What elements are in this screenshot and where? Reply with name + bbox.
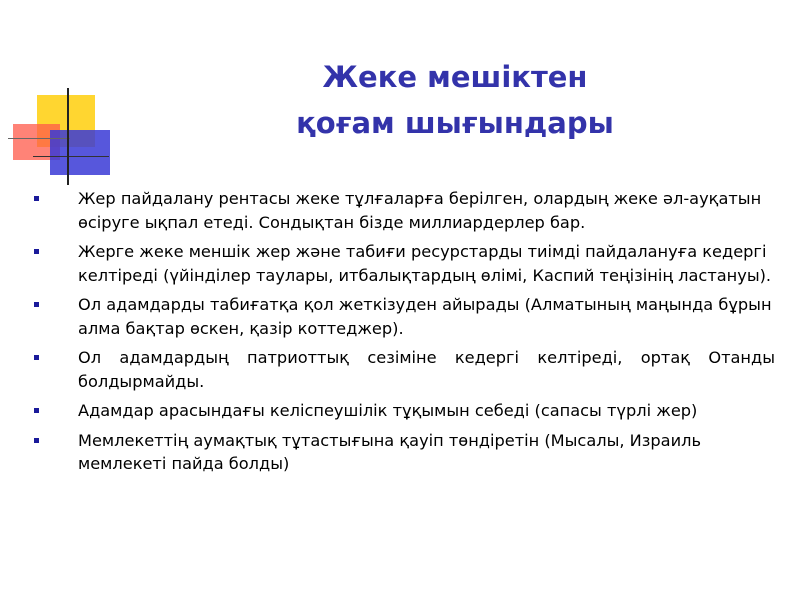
bullet-item [30,346,775,393]
slide-title-line-1: Жеке мешіктен [322,60,588,94]
decorative-blue-square [50,130,110,175]
bullet-marker-icon [34,355,39,360]
bullet-marker-icon [34,249,39,254]
bullet-item [30,293,775,340]
decorative-line [67,88,69,185]
bullet-item [30,187,775,234]
decorative-line [33,156,109,157]
bullet-list [30,187,775,482]
bullet-text: Жер пайдалану рентасы жеке тұлғаларға берілген, олардың жеке әл-ауқатын өсіруге ықпал етеді. Сондықтан бізде миллиардерлер бар. [78,189,762,232]
bullet-item [30,429,775,476]
bullet-text: Ол адамдарды табиғатқа қол жеткізуден айырады (Алматының маңында бұрын алма бақтар өскен, қазір коттеджер). [78,295,772,338]
bullet-text: Жерге жеке меншік жер және табиғи ресурстарды тиімді пайдалануға кедергі келтіреді (үйінділер таулары, итбалықтардың өлімі, Каспий теңізінің ластануы). [78,242,772,285]
bullet-text: Ол адамдардың патриоттық сезіміне кедергі келтіреді, ортақ Отанды болдырмайды. [78,348,775,391]
slide-title [200,54,710,146]
bullet-marker-icon [34,408,39,413]
bullet-item [30,399,775,423]
bullet-text: Адамдар арасындағы келіспеушілік тұқымын себеді (сапасы түрлі жер) [78,401,698,420]
bullet-marker-icon [34,438,39,443]
bullet-text: Мемлекеттің аумақтық тұтастығына қауіп төндіретін (Мысалы, Израиль мемлекеті пайда болды) [78,430,701,473]
bullet-marker-icon [34,302,39,307]
bullet-item [30,240,775,287]
bullet-marker-icon [34,196,39,201]
slide-title-line-2: қоғам шығындары [296,106,614,140]
decorative-line [8,138,70,139]
